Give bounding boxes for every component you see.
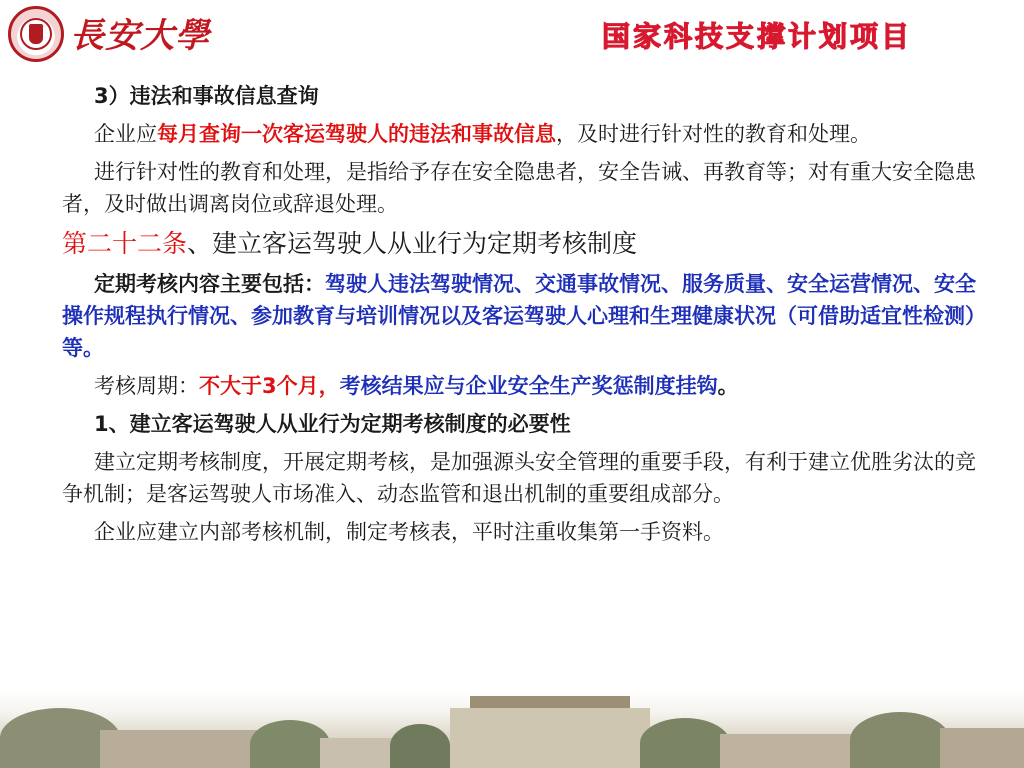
paragraph-query-highlight: 每月查询一次客运驾驶人的违法和事故信息 (157, 121, 556, 146)
paragraph-assessment-content (62, 268, 977, 364)
footer-building (720, 734, 860, 768)
paragraph-internal-text: 企业应建立内部考核机制，制定考核表，平时注重收集第一手资料。 (94, 520, 724, 544)
period-label: 考核周期： (94, 374, 199, 398)
project-title: 国家科技支撑计划项目 (601, 20, 912, 53)
subheading-necessity (62, 408, 977, 440)
paragraph-education (62, 156, 977, 220)
footer-building (100, 730, 260, 768)
paragraph-education-text: 进行针对性的教育和处理，是指给予存在安全隐患者，安全告诫、再教育等；对有重大安全隐患者，及时做出调离岗位或辞退处理。 (62, 160, 976, 216)
paragraph-internal (62, 516, 977, 548)
university-logo-text: 長安大學 (70, 16, 210, 56)
emblem-core (29, 24, 43, 44)
assessment-items: 驾驶人违法驾驶情况、交通事故情况、服务质量、安全运营情况、安全操作规程执行情况、参加教育与培训情况以及客运驾驶人心理和生理健康状况（可借助适宜性检测）等。 (62, 272, 976, 360)
footer-building (320, 738, 400, 768)
article-heading (62, 226, 977, 262)
period-link: 考核结果应与企业安全生产奖惩制度挂钩 (339, 374, 718, 398)
assessment-label: 定期考核内容主要包括： (94, 272, 325, 296)
footer-tree (850, 712, 950, 768)
paragraph-query-after: ，及时进行针对性的教育和处理。 (556, 122, 871, 146)
footer-building-roof (470, 696, 630, 708)
section-heading-3 (62, 80, 977, 112)
paragraph-query (62, 118, 977, 150)
slide-content (62, 80, 977, 554)
paragraph-query-before: 企业应 (94, 122, 157, 146)
paragraph-necessity-text: 建立定期考核制度，开展定期考核，是加强源头安全管理的重要手段，有利于建立优胜劣汰的竞争机制；是客运驾驶人市场准入、动态监管和退出机制的重要组成部分。 (62, 450, 976, 506)
period-end: 。 (717, 374, 739, 398)
campus-footer-banner (0, 690, 1024, 768)
slide-header (0, 0, 1024, 80)
paragraph-necessity (62, 446, 977, 510)
footer-building (940, 728, 1024, 768)
article-number: 第二十二条 (62, 229, 188, 258)
footer-tree (390, 724, 450, 768)
footer-tree (640, 718, 730, 768)
section-heading-3-text: 3）违法和事故信息查询 (94, 84, 319, 108)
university-emblem-icon (8, 6, 64, 62)
paragraph-assessment-period (62, 370, 977, 402)
period-value: 不大于3个月， (199, 374, 340, 398)
footer-tree (250, 720, 330, 768)
article-title: 、建立客运驾驶人从业行为定期考核制度 (187, 229, 638, 258)
footer-main-building (450, 708, 650, 768)
subheading-necessity-text: 1、建立客运驾驶人从业行为定期考核制度的必要性 (94, 412, 571, 436)
